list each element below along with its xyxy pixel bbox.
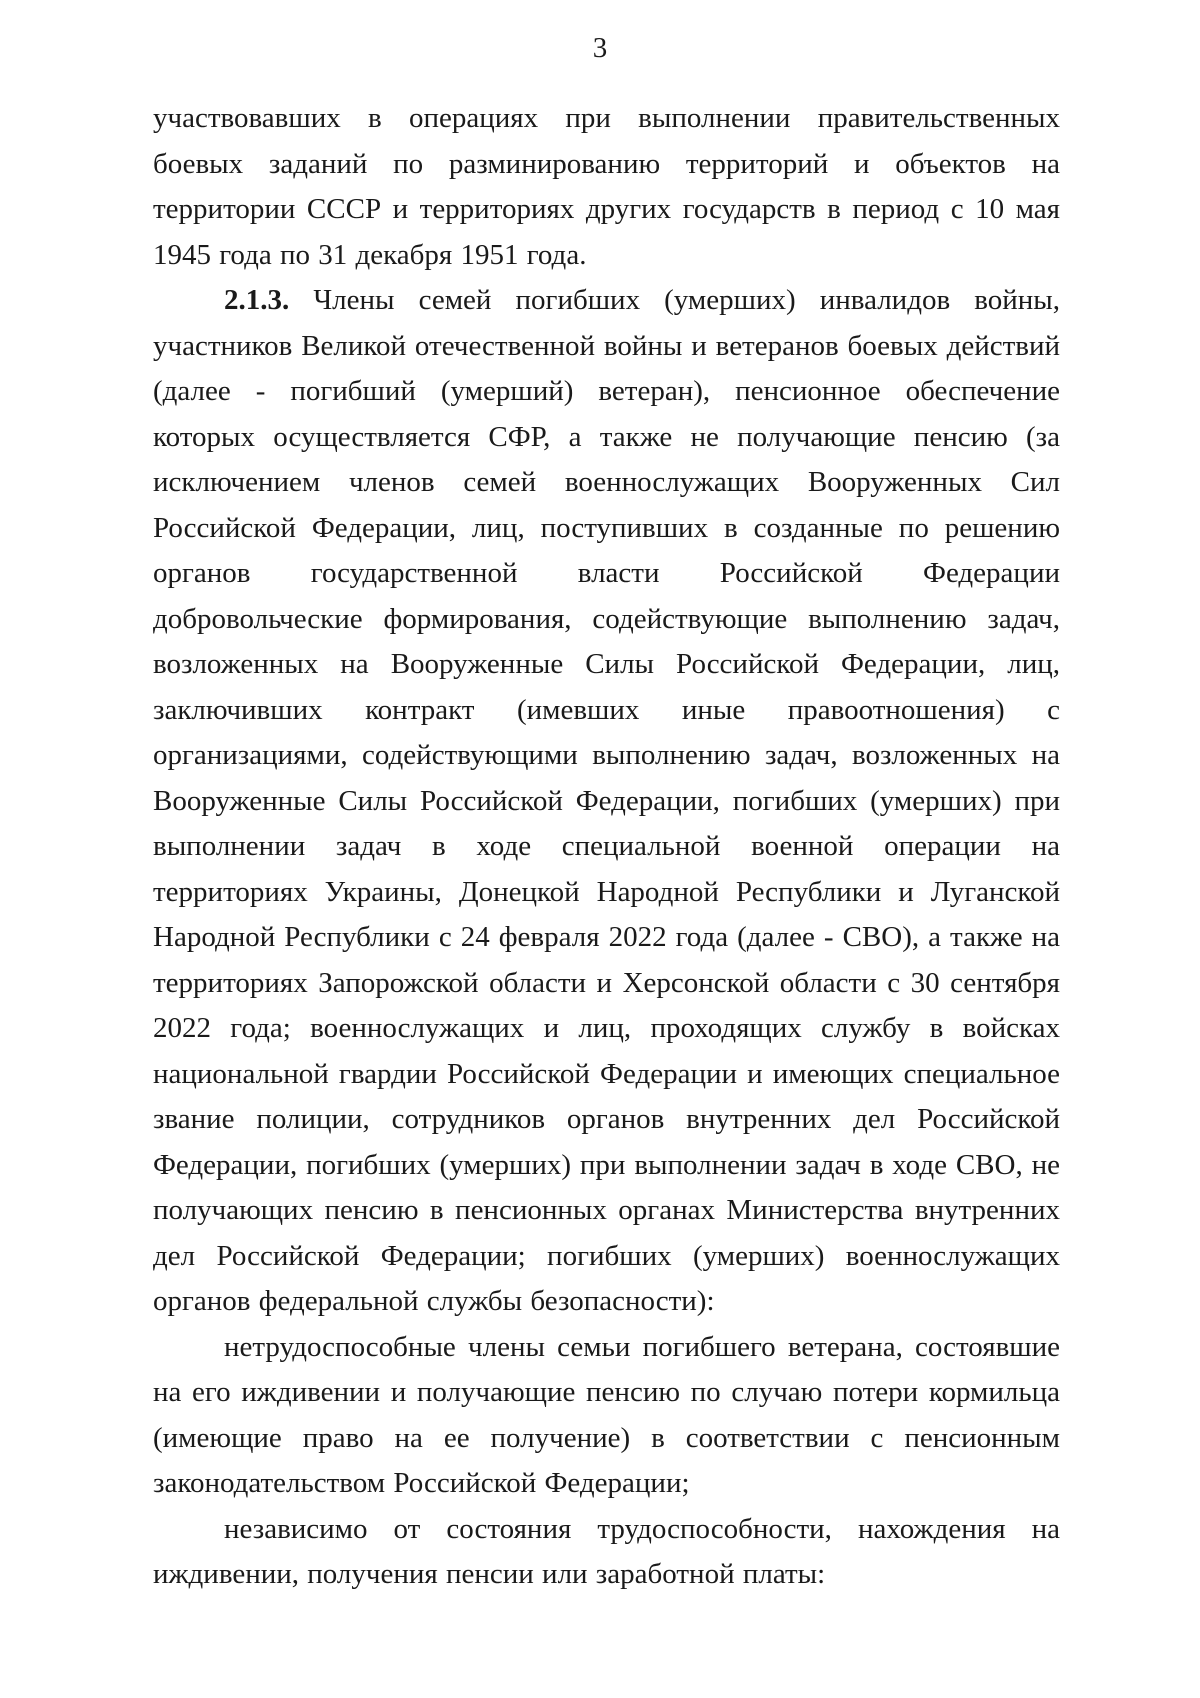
paragraph-disabled-family-members — [153, 1325, 1060, 1507]
paragraph-section-2-1-3 — [153, 278, 1060, 1325]
paragraph-regardless-of-status — [153, 1507, 1060, 1598]
paragraph-text: нетрудоспособные члены семьи погибшего ветерана, состоявшие на его иждивении и получающие пенсию по случаю потери кормильца (имеющие право на ее получение) в соответствии с пенсионным законодательством Российской Федерации; — [153, 1330, 1060, 1499]
document-body — [153, 96, 1060, 1598]
paragraph-text: участвовавших в операциях при выполнении правительственных боевых заданий по разминированию территорий и объектов на территории СССР и территориях других государств в период с 10 мая 1945 года по 31 декабря 1951 года. — [153, 102, 1060, 271]
paragraph-text: Члены семей погибших (умерших) инвалидов войны, участников Великой отечественной войны и ветеранов боевых действий (далее - погибший (умерший) ветеран), пенсионное обеспечение которых осуществляется СФР, а также не получающие пенсию (за исключением членов семей военнослужащих Вооруженных Сил Российской Федерации, лиц, поступивших в созданные по решению органов государственной власти Российской Федерации добровольческие формирования, содействующие выполнению задач, возложенных на Вооруженные Силы Российской Федерации, лиц, заключивших контракт (имевших иные правоотношения) с организациями, содействующими выполнению задач, возложенных на Вооруженные Силы Российской Федерации, погибших (умерших) при выполнении задач в ходе специальной военной операции на территориях Украины, Донецкой Народной Республики и Луганской Народной Республики с 24 февраля 2022 года (далее - СВО), а также на территориях Запорожской области и Херсонской области с 30 сентября 2022 года; военнослужащих и лиц, проходящих службу в войсках национальной гвардии Российской Федерации и имеющих специальное звание полиции, сотрудников органов внутренних дел Российской Федерации, погибших (умерших) при выполнении задач в ходе СВО, не получающих пенсию в пенсионных органах Министерства внутренних дел Российской Федерации; погибших (умерших) военнослужащих органов федеральной службы безопасности): — [153, 284, 1060, 1317]
paragraph-continuation — [153, 96, 1060, 278]
page-number: 3 — [592, 32, 608, 64]
section-number: 2.1.3. — [224, 284, 290, 316]
paragraph-text: независимо от состояния трудоспособности, нахождения на иждивении, получения пенсии или заработной платы: — [153, 1512, 1060, 1590]
